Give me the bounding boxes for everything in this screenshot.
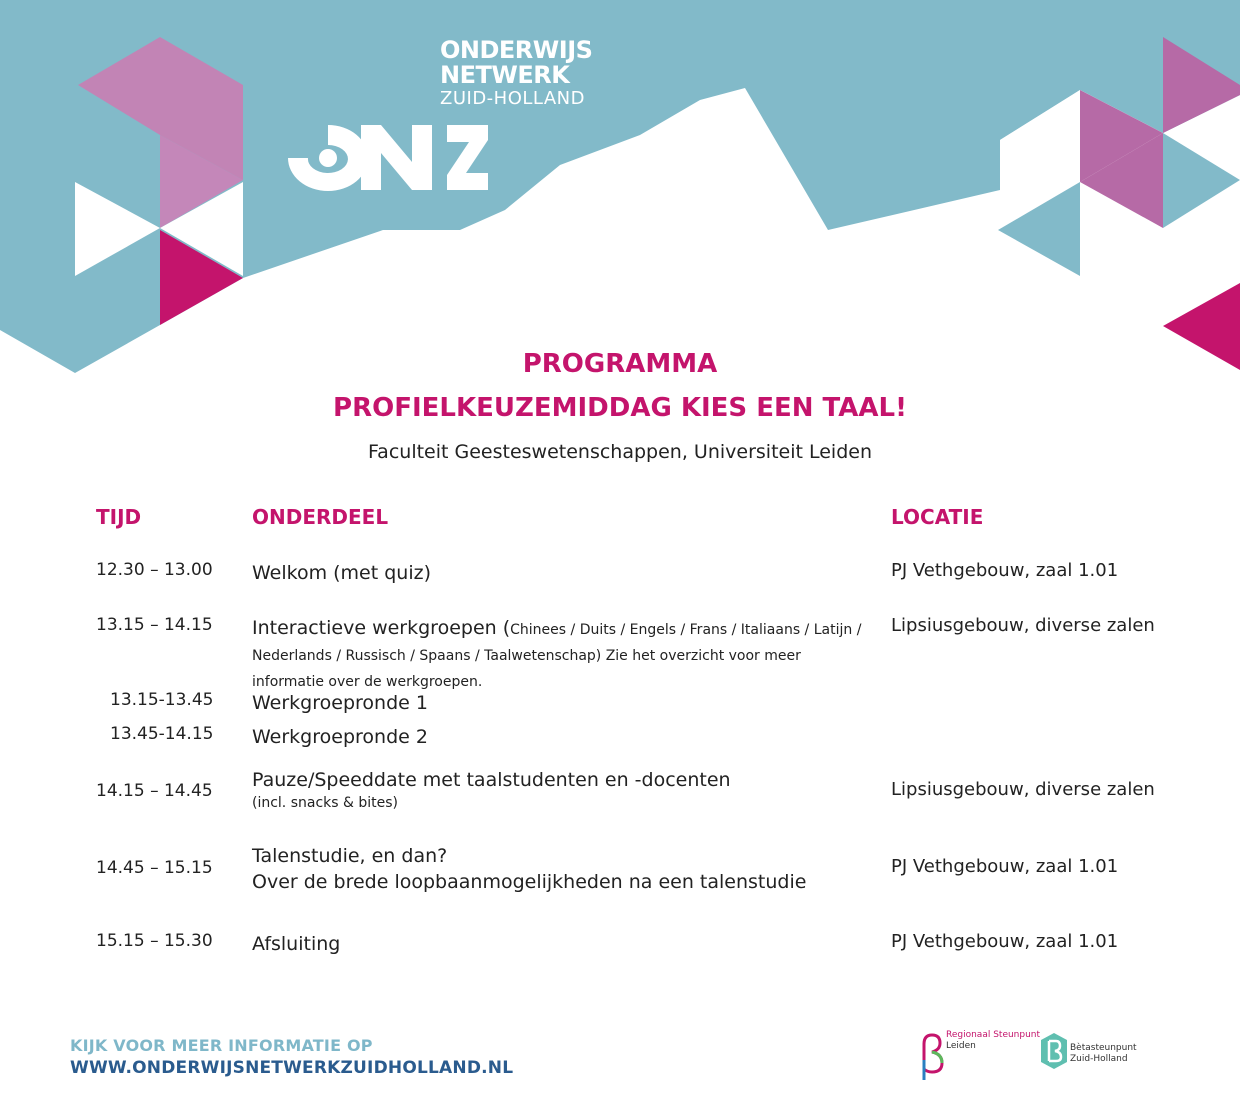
- row-location: PJ Vethgebouw, zaal 1.01: [891, 931, 1119, 952]
- logo-line-3: ZUID-HOLLAND: [440, 88, 585, 109]
- event-title: PROFIELKEUZEMIDDAG KIES EEN TAAL!: [333, 393, 907, 423]
- row-part-main: Talenstudie, en dan?: [252, 845, 448, 867]
- row-part-detail: Chinees / Duits / Engels / Frans / Italiaans / Latijn / Nederlands / Russisch / Spaans / Taalwetenschap) Zie het overzicht voor meer informatie over de werkgroepen.: [252, 622, 862, 690]
- partner-betasteunpunt: [1070, 1043, 1137, 1065]
- header-banner: [0, 0, 1240, 375]
- onz-logo-text: [440, 38, 592, 110]
- row-part: Werkgroepronde 1: [252, 692, 428, 714]
- row-time: 13.15-13.45: [110, 690, 214, 710]
- logo-line-2: NETWERK: [440, 61, 570, 89]
- column-header-time: TIJD: [96, 505, 142, 529]
- column-header-part: ONDERDEEL: [252, 505, 389, 529]
- row-location: Lipsiusgebouw, diverse zalen: [891, 779, 1155, 800]
- partner-2-line-2: Zuid-Holland: [1070, 1054, 1128, 1064]
- row-time: 14.45 – 15.15: [96, 858, 213, 878]
- row-part-main: Interactieve werkgroepen (: [252, 617, 511, 639]
- footer-website-link[interactable]: WWW.ONDERWIJSNETWERKZUIDHOLLAND.NL: [70, 1058, 514, 1078]
- logo-line-1: ONDERWIJS: [440, 36, 593, 64]
- row-time: 12.30 – 13.00: [96, 560, 213, 580]
- row-part: [252, 615, 872, 693]
- row-part-detail: (incl. snacks & bites): [252, 795, 399, 811]
- partner-2-line-1: Bètasteunpunt: [1070, 1043, 1137, 1053]
- row-location: PJ Vethgebouw, zaal 1.01: [891, 560, 1119, 581]
- row-time: 13.15 – 14.15: [96, 615, 213, 635]
- row-part-line-2: Over de brede loopbaanmogelijkheden na een talenstudie: [252, 871, 807, 893]
- betasteunpunt-logo-icon: [1040, 1032, 1068, 1070]
- page-title: PROGRAMMA: [522, 349, 718, 379]
- partner-1-line-2: Leiden: [946, 1041, 976, 1051]
- row-part-main: Pauze/Speeddate met taalstudenten en -docenten: [252, 769, 731, 791]
- row-part: [252, 843, 872, 895]
- partner-1-line-1: Regionaal Steunpunt: [946, 1030, 1041, 1040]
- column-header-location: LOCATIE: [891, 505, 984, 529]
- row-part: [252, 767, 872, 813]
- partner-regionaal-steunpunt: [946, 1030, 1040, 1052]
- row-time: 14.15 – 14.45: [96, 781, 213, 801]
- row-location: Lipsiusgebouw, diverse zalen: [891, 615, 1155, 636]
- footer-info-text: KIJK VOOR MEER INFORMATIE OP: [70, 1036, 373, 1055]
- row-part: Werkgroepronde 2: [252, 726, 428, 748]
- row-part: Welkom (met quiz): [252, 562, 432, 584]
- row-location: PJ Vethgebouw, zaal 1.01: [891, 856, 1119, 877]
- row-time: 15.15 – 15.30: [96, 931, 213, 951]
- banner-right-teal-1: [1163, 133, 1240, 228]
- beta-logo-icon: [918, 1032, 944, 1082]
- venue-subtitle: Faculteit Geesteswetenschappen, Universiteit Leiden: [368, 441, 872, 463]
- row-time: 13.45-14.15: [110, 724, 214, 744]
- row-part: Afsluiting: [252, 933, 341, 955]
